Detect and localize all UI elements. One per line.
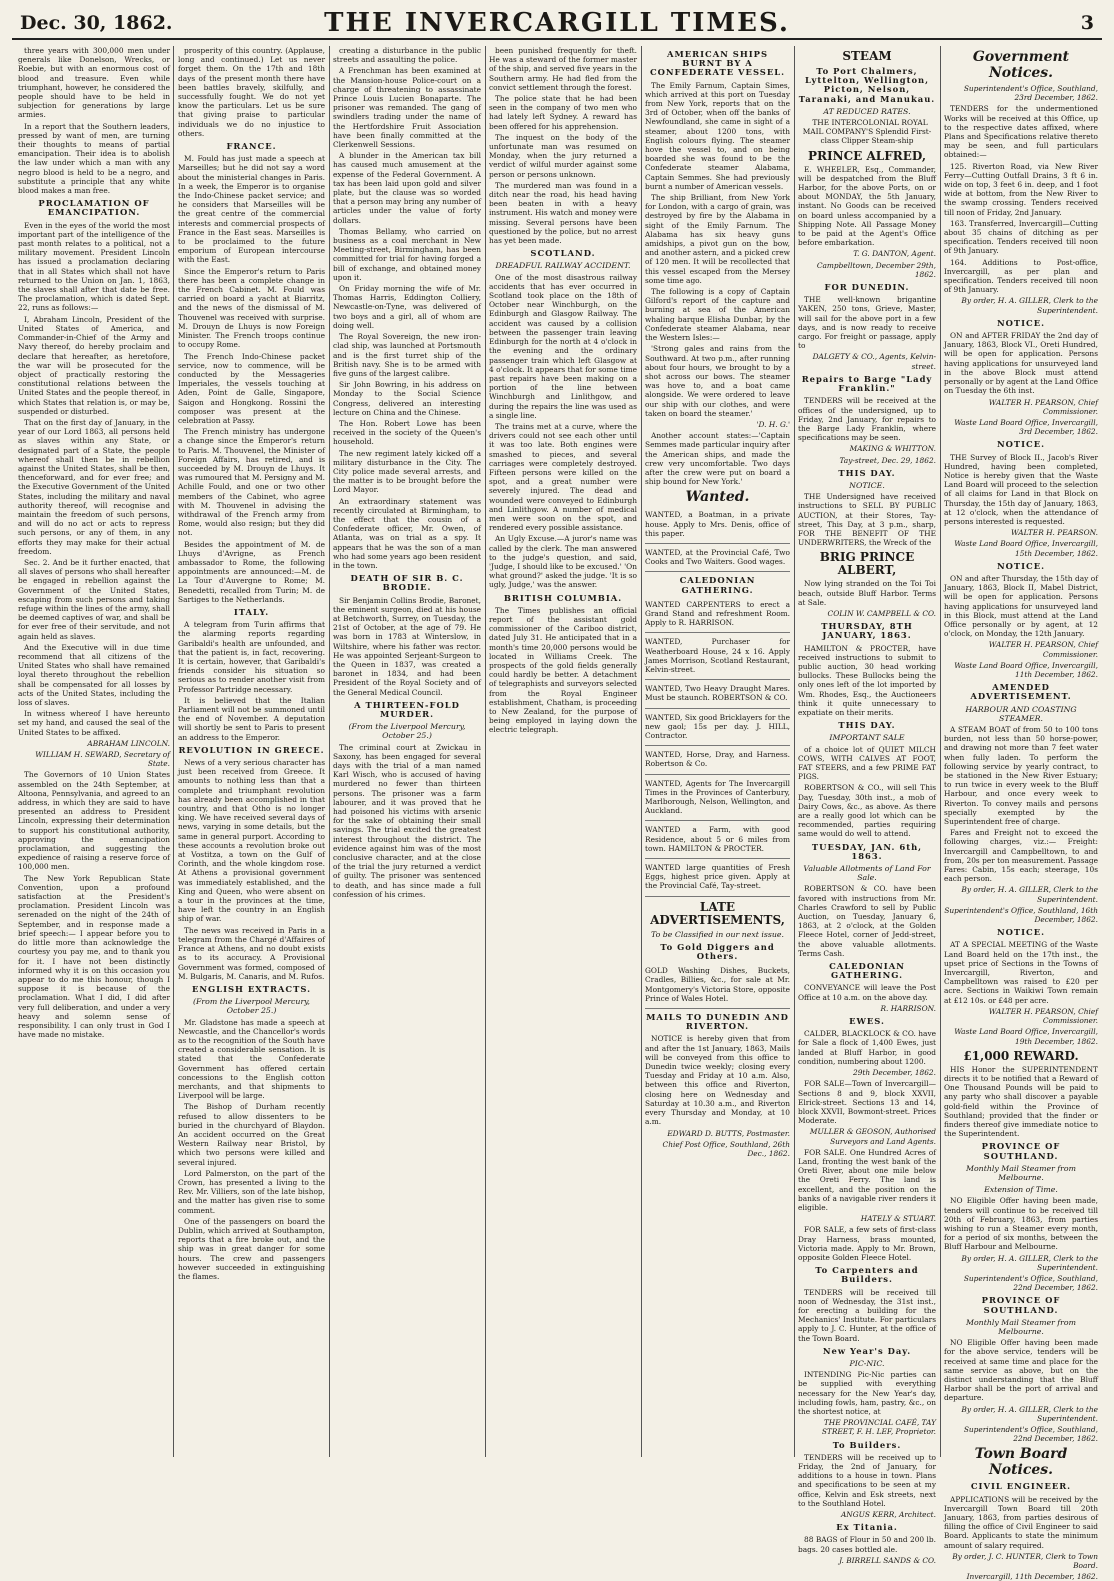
column-rule (641, 46, 642, 1457)
article-paragraph: A telegram from Turin affirms that the alarming reports regarding Garibaldi's health are unfounded, and that the patient is, in fact, recovering. It is certain, however, that Garibaldi's friends consider his situation so serious as to render another visit from Professor Partridge necessary. (178, 620, 325, 694)
section-heading: Repairs to Barge "Lady Franklin." (801, 373, 933, 394)
signature: ANGUS KERR, Architect. (840, 1510, 936, 1520)
notice-text: A STEAM BOAT of from 50 to 100 tons burden, not less than 50 horse-power, and drawing not more than 7 feet water when fully laden. To perform the following service by yearly contract, to be stationed in the New River Estuary; to run twice in every week to the Bluff Harbour, and once every week to Riverton. To convey mails and persons specially exempted by the Superintendent free of charge. (944, 725, 1098, 827)
article-paragraph: The ship Brilliant, from New York for London, with a cargo of grain, was destroyed by fire by the Alabama in sight of the Emily Farnum. The Alabama has six heavy guns amidships, a pivot gun on the bow, and another astern, and a picked crew of 120 men. It will be recollected that this vessel escaped from the Mersey some time ago. (645, 193, 790, 285)
article-paragraph: Besides the appointment of M. de Lhuys d'Avrigne, as French ambassador to Rome, the following appointments are announced:—M. de La Tour d'Auvergne to Rome; M. Benedetti, recalled from Turin; M. de Sartiges to the Netherlands. (178, 539, 325, 604)
ad-text: THE well-known brigantine YAKEN, 250 tons, Grieve, Master, will sail for the above port in a few days, and is now ready to receive cargo. For freight or passage, apply to (798, 295, 936, 351)
classified-ad (645, 546, 790, 572)
section-heading: NOTICE. (996, 560, 1046, 571)
article-paragraph: A blunder in the American tax bill has caused much amusement at the expense of the Federal Government. A tax has been laid upon gold and silver plate, but the clause was so worded that a person may bring any number of articles under the value of forty dollars. (333, 151, 481, 225)
ad-text: ROBERTSON & CO. have been favored with instructions from Mr. Charles Crawford to sell by Public Auction, on Tuesday, January 6, 1863, at 2 o'clock, at the Golden Fleece Hotel, corner of Jedd-street, the above valuable allotments. Terms Cash. (798, 884, 936, 958)
column-1 (18, 46, 170, 1457)
section-heading: New Year's Day. (822, 1345, 912, 1356)
section-subheading: To be Classified in our next issue. (651, 929, 784, 939)
article-paragraph: three years with 300,000 men under generals like Donelson, Wrecks, or Roebie, but with an enormous cost of blood and treasure. Even while triumphant, however, he considered the people should have to be held in subjection for generations by large armies. (18, 46, 170, 120)
signature: Superintendent's Office, Southland, 23rd December, 1862. (963, 84, 1098, 103)
section-subheading: (From the Liverpool Mercury, October 25.) (192, 997, 311, 1016)
notice-text: AT A SPECIAL MEETING of the Waste Land Board held on the 17th inst., the upset price of Sections in the Towns of Invercargill, Riverton, and Campbelltown was raised to £20 per acre. Sections in Waikiwi Town remain at £12 10s. or £48 per acre. (944, 940, 1098, 1005)
section-subheading: DREADFUL RAILWAY ACCIDENT. (495, 261, 631, 271)
article-paragraph: 'Strong gales and rains from the Southward. At two p.m., after running about four hours, we brought to by a shot across our bows. The steamer was hove to, and a boat came alongside. We were ordered to leave our ship with our clothes, and were taken on board the steamer.' (645, 344, 790, 418)
ad-text: E. WHEELER, Esq., Commander, will be despatched from the Bluff Harbor, for the above Ports, on or about MONDAY, the 5th January, instant. No Goods can be received on board unless accompanied by a Shipping Note. All Passage Money to be paid at the Agent's Office before embarkation. (798, 164, 936, 248)
signature: By order, H. A. GILLER, Clerk to the Superintendent. (961, 1253, 1098, 1272)
section-subheading: Valuable Allotments of Land For Sale. (803, 864, 931, 883)
article-paragraph: An Ugly Excuse.—A juror's name was called by the clerk. The man answered to the judge's question, and said, 'Judge, I should like to be excused.' 'On what ground?' asked the judge. 'It is so ugly, Judge,' was the answer. (489, 534, 637, 590)
article-paragraph: The Emily Farnum, Captain Simes, which arrived at this port on Tuesday from New York, reports that on the 3rd of October, when off the banks of Newfoundland, she came in sight of a steamer, about 1200 tons, with English colours flying. The steamer hove the vessel to, and on being boarded she was found to be the Confederate steamer Alabama, Captain Semmes. She had previously burnt a number of American vessels. (645, 80, 790, 191)
ad-text: TENDERS will be received up to Friday, the 2nd of January, for additions to a house in town. Plans and specifications to be seen at my office, Kelvin and Esk streets, next to the Southland Hotel. (798, 1452, 936, 1508)
classified-ad (645, 823, 790, 859)
ad-text: WANTED, Agents for The Invercargill Times in the Provinces of Canterbury, Marlborough, Nelson, Wellington, and Auckland. (645, 778, 790, 816)
section-heading: To Gold Diggers and Others. (660, 941, 775, 962)
ad-text: WANTED, at the Provincial Café, Two Cooks and Two Waiters. Good wages. (645, 547, 790, 567)
classified-ad (645, 748, 790, 774)
section-heading: REVOLUTION IN GREECE. (178, 744, 325, 755)
article-paragraph: The Royal Sovereign, the new iron-clad ship, was launched at Portsmouth and is the first turret ship of the British navy. She is to be armed with five guns of the largest calibre. (333, 332, 481, 378)
article-paragraph: News of a very serious character has just been received from Greece. It amounts to nothing less than that a complete and triumphant revolution has already been accomplished in that country, and that Otho is no longer king. We have received several days of news, varying in some details, but the same in general purport. According to these accounts a revolution broke out at Vostitza, a town on the Gulf of Corinth, and the whole kingdom rose. At Athens a provisional government was immediately established, and the King and Queen, who were absent on a tour in the provinces at the time, have left the country in an English ship of war. (178, 758, 325, 924)
steam-heading: STEAM (842, 49, 892, 63)
newspaper-title: THE INVERCARGILL TIMES. (324, 8, 790, 38)
article-paragraph: The following is a copy of Captain Gilford's report of the capture and burning at sea of the American whaling barque Elisha Dunbar, by the Confederate steamer Alabama, near the Western Isles:— (645, 287, 790, 343)
town-board-heading: Town Board Notices. (974, 1446, 1068, 1479)
article-paragraph: Another account states:—'Captain Semmes made particular inquiry after the American ships, and made the crew very uncomfortable. Two days after the crew were put on board a ship bound for New York.' (645, 431, 790, 487)
classified-ad (645, 508, 790, 544)
ad-text: WANTED, Purchaser for Weatherboard House, 24 x 16. Apply James Morrison, Scotland Restaurant, Kelvin-street. (645, 637, 790, 674)
article-paragraph: The French Indo-Chinese packet service, now to commence, will be conducted by the Messageries Imperiales, the vessels touching at Aden, Point de Galle, Singapore, Saigon and Hongkong. Rossini the composer was present at the celebration at Passy. (178, 351, 325, 425)
article-paragraph: Sir Benjamin Collins Brodie, Baronet, the eminent surgeon, died at his house at Betchworth, Surrey, on Tuesday, the 21st of October, at the age of 79. He was born in 1783 at Winterslow, in Wiltshire, where his father was rector. He was appointed Serjeant-Surgeon to the Queen in 1837, was created a baronet in 1834, and had been President of the Royal Society and of the General Medical Council. (333, 595, 481, 697)
ad-text: WANTED, Two Heavy Draught Mares. Must be staunch. ROBERTSON & CO. (645, 684, 790, 703)
article-paragraph: The Hon. Robert Lowe has been received in the society of the Queen's household. (333, 418, 481, 447)
notice-text: HIS Honor the SUPERINTENDENT directs it to be notified that a Reward of One Thousand Pounds will be paid to any party who shall discover a payable gold-field within the Province of Southland; provided that the finder or finders thereof give immediate notice to the Superintendent. (944, 1064, 1098, 1139)
section-heading: AMENDED ADVERTISEMENT. (970, 682, 1072, 702)
classified-ad (645, 682, 790, 708)
ad-text: FOR SALE—Town of Invercargill—Sections 8 and 9, block XXVII, Elrick-street. Sections 13 and 14, block XXVII, Bowmont-street. Prices Moderate. (798, 1079, 936, 1126)
column-2 (178, 46, 325, 1457)
signature: MULLER & GEOSON, Authorised Surveyors and Land Agents. (809, 1127, 936, 1146)
classified-ad (645, 711, 790, 747)
signature: Chief Post Office, Southland, 26th Dec., 1862. (662, 1139, 790, 1158)
article-paragraph: Even in the eyes of the world the most important part of the intelligence of the past month relates to a political, not a military movement. President Lincoln has issued a proclamation declaring that in all States which shall not have returned to the Union on Jan. 1, 1863, the slaves shall after that date be free. The proclamation, which is dated Sept. 22, runs as follows:— (18, 220, 170, 313)
article-paragraph: The French ministry has undergone a change since the Emperor's return to Paris. M. Thouvenel, the Minister of Foreign Affairs, has retired, and is succeeded by M. Drouyn de Lhuys. It was rumoured that M. Persigny and M. Achille Fould, and one or two other members of the Cabinet, who agree with M. Thouvenel in advising the withdrawal of the French army from Rome, would also resign; but they did not. (178, 427, 325, 538)
signature: Invercargill, 11th December, 1862. (966, 1572, 1098, 1581)
section-heading: SCOTLAND. (530, 248, 596, 259)
section-heading: CIVIL ENGINEER. (970, 1481, 1072, 1492)
column-6 (798, 46, 936, 1565)
section-subheading: Monthly Mail Steamer from Melbourne. (966, 1317, 1076, 1336)
ad-text: HAMILTON & PROCTER, have received instructions to submit to public auction, 30 head working bullocks. These Bullocks being the only ones left of the lot imported by Wm. Rhodes, Esq., the Auctioneers think it quite unnecessary to expatiate on their merits. (798, 643, 936, 717)
ad-text: GOLD Washing Dishes, Buckets, Cradles, Billies, &c., for sale at Mr. Montgomery's Victoria Store, opposite Prince of Wales Hotel. (645, 966, 790, 1003)
notice-text: NO Eligible Offer having been made, tenders will continue to be received till 20th of February, 1863, from parties wishing to run a Steamer every month, for a period of six months, between the Bluff Harbour and Melbourne. (944, 1196, 1098, 1252)
classified-ad (645, 635, 790, 680)
notice-text: 164. Additions to Post-office, Invercargill, as per plan and specification. Tenders received till noon of 9th January. (944, 257, 1098, 295)
signature: Waste Land Board Office, Invercargill, 19th December, 1862. (954, 1027, 1098, 1046)
section-heading: CALEDONIAN GATHERING. (829, 961, 905, 981)
classified-ad (645, 861, 790, 897)
signature: By order, H. A. GILLER, Clerk to the Superintendent. (961, 885, 1098, 904)
signature: Superintendent's Office, Southland, 22nd December, 1862. (963, 1425, 1098, 1444)
column-4 (489, 46, 637, 1457)
notice-text: APPLICATIONS will be received by the Invercargill Town Board till 20th January, 1863, from parties desirous of filling the office of Civil Engineer to said Board. Applicants to state the minimum amount of salary required. (944, 1494, 1098, 1550)
section-heading: THURSDAY, 8TH JANUARY, 1863. (821, 621, 913, 641)
ad-text: WANTED, a Boatman, in a private house. Apply to Mrs. Denis, office of this paper. (645, 510, 790, 538)
article-paragraph: One of the most disastrous railway accidents that has ever occurred in Scotland took place on the 18th of October near Winchburgh, on the Edinburgh and Glasgow Railway. The accident was caused by a collision between the passenger train leaving Edinburgh for the north at 4 o'clock in the evening and the ordinary passenger train which left Glasgow at 4 o'clock. It appears that for some time past repairs have been making on a portion of the line between Winchburgh and Linlithgow, and during the repairs the line was used as a single line. (489, 272, 637, 420)
article-paragraph: The Bishop of Durham recently refused to allow dissenters to be buried in the churchyard of Blaydon. An accident occurred on the Great Western Railway near Bristol, by which two persons were killed and several injured. (178, 1102, 325, 1167)
article-paragraph: An extraordinary statement was recently circulated at Birmingham, to the effect that the cousin of a Confederate officer, Mr. Owen, of Atlanta, was on trial as a spy. It appears that he was the son of a man who had some years ago been resident in the town. (333, 496, 481, 570)
section-heading: THIS DAY. (838, 720, 896, 731)
article-paragraph: Sir John Bowring, in his address on Monday to the Social Science Congress, delivered an interesting lecture on China and the Chinese. (333, 380, 481, 417)
ad-text: TENDERS will be received till noon of Wednesday, the 31st inst., for erecting a building for the Mechanics' Institute. For particulars apply to J. C. Hunter, at the office of the Town Board. (798, 1287, 936, 1343)
signature: J. BIRRELL SANDS & CO. (839, 1555, 936, 1565)
column-rule (485, 46, 486, 1457)
signature: EDWARD D. BUTTS, Postmaster. (667, 1128, 790, 1138)
signature: WALTER H. PEARSON, Chief Commissioner. (988, 397, 1098, 416)
section-heading: NOTICE. (996, 439, 1046, 450)
notice-text: ON and AFTER FRIDAY the 2nd day of January, 1863, Block VI., Oreti Hundred, will be open for application. Persons having applications for unsurveyed land in the above Block must attend personally or by agent at the Land Office on Tuesday the 6th inst. (944, 331, 1098, 396)
article-paragraph: creating a disturbance in the public streets and assaulting the police. (333, 46, 481, 65)
signature: Superintendent's Office, Southland, 22nd December, 1862. (963, 1273, 1098, 1293)
signature: By order, J. C. HUNTER, Clerk to Town Board. (952, 1551, 1098, 1571)
article-paragraph: NOTICE is hereby given that from and after the 1st January, 1863, Mails will be conveyed from this office to Dunedin twice weekly; closing every Tuesday and Friday at 10 a.m. Also, between this office and Riverton, closing here on Wednesday and Saturday at 10.30 a.m., and Riverton every Thursday and Monday, at 10 a.m. (645, 1034, 790, 1127)
signature: R. HARRISON. (880, 1003, 936, 1013)
notice-text: ON and after Thursday, the 15th day of January, 1863, Block II, Mabel District, will be open for application. Persons having applications for unsurveyed land in this Block, must attend at the Land Office personally or by agent, at 12 o'clock, on Monday, the 12th January. (944, 573, 1098, 639)
section-heading: To Builders. (832, 1439, 902, 1450)
section-heading: BRITISH COLUMBIA. (503, 592, 623, 603)
ship-name: BRIG PRINCE ALBERT, (819, 550, 915, 578)
article-paragraph: Thomas Bellamy, who carried on business as a coal merchant in New Meeting-street, Birmingham, has been committed for trial for having forged a bill of exchange, and obtained money upon it. (333, 226, 481, 282)
article-paragraph: The trains met at a curve, where the drivers could not see each other until it was too late. Both engines were smashed to pieces, and several carriages were completely destroyed. Fifteen persons were killed on the spot, and a great number were severely injured. The dead and wounded were conveyed to Edinburgh and Linlithgow. A number of medical men were soon on the spot, and rendered every possible assistance. (489, 421, 637, 533)
ad-text: THE Undersigned have received instructions to SELL BY PUBLIC AUCTION, at their Stores, Tay-street, This Day, at 3 p.m., sharp, FOR THE BENEFIT OF THE UNDERWRITERS, the Wreck of the (798, 492, 936, 548)
signature: ABRAHAM LINCOLN. (87, 738, 170, 748)
section-heading: PROCLAMATION OF EMANCIPATION. (38, 198, 150, 218)
article-paragraph: The murdered man was found in a ditch near the road, his head having been beaten in with a heavy instrument. His watch and money were missing. Several persons have been questioned by the police, but no arrest has yet been made. (489, 180, 637, 246)
signature: Campbelltown, December 29th, 1862. (816, 260, 936, 279)
section-heading: CALEDONIAN GATHERING. (679, 575, 756, 595)
ad-text: FOR SALE. One Hundred Acres of Land, fronting the west bank of the Oreti River, about one mile below the Oreti Ferry. The land is excellent, and the position on the banks of a navigable river renders it eligible. (798, 1147, 936, 1212)
ad-text: WANTED, Horse, Dray, and Harness. Robertson & Co. (645, 750, 790, 769)
section-heading: FRANCE. (226, 141, 277, 152)
section-heading: AMERICAN SHIPS BURNT BY A CONFEDERATE VESSEL. (649, 49, 786, 78)
signature: Waste Land Board Office, Invercargill, 3rd December, 1862. (954, 417, 1098, 437)
article-paragraph: The New York Republican State Convention, upon a profound satisfaction at the President's proclamation. President Lincoln was serenaded on the night of the 24th of September, and in response made a brief speech:— I appear before you to do little more than acknowledge the courtesy you pay me, and to thank you for it. I have not been distinctly informed why it is on this occasion you appear to do me this honour, though I suppose it is because of the proclamation. What I did, I did after very full deliberation, and under a very heavy and solemn sense of responsibility. I can only trust in God I have made no mistake. (18, 873, 170, 1040)
ad-text: WANTED large quantities of Fresh Eggs, highest price given. Apply at the Provincial Café, Tay-street. (645, 863, 790, 891)
section-heading: FOR DUNEDIN. (824, 282, 910, 293)
signature: HATELY & STUART. (860, 1214, 936, 1224)
article-paragraph: The police state that he had been seen in the company of two men who had lately left Sydney. A reward has been offered for his apprehension. (489, 94, 637, 131)
column-3 (333, 46, 481, 1457)
signature: 'D. H. G.' (756, 419, 790, 429)
column-7 (944, 46, 1098, 1581)
signature: WALTER H. PEARSON, Chief Commissioner. (988, 1006, 1098, 1026)
section-heading: To Port Chalmers, Lyttelton, Wellington, Picton, Nelson, Taranaki, and Manukau. (798, 66, 936, 104)
article-paragraph: The new regiment lately kicked off a military disturbance in the City. The City police made several arrests, and the matter is to be brought before the Lord Mayor. (333, 448, 481, 495)
ad-text: WANTED CARPENTERS to erect a Grand Stand and refreshment Room. Apply to R. HARRISON. (645, 599, 790, 628)
section-heading: A THIRTEEN-FOLD MURDER. (354, 699, 460, 720)
signature: WALTER H. PEARSON, Chief Commissioner. (988, 640, 1098, 659)
ad-text: Now lying stranded on the Toi Toi beach, outside Bluff Harbor. Terms at Sale. (798, 579, 936, 607)
column-5 (645, 46, 790, 1457)
signature: Superintendent's Office, Southland, 16th December, 1862. (944, 905, 1098, 925)
section-heading: TUESDAY, JAN. 6th, 1863. (811, 841, 923, 861)
notice-text: THE Survey of Block II., Jacob's River Hundred, having been completed, Notice is hereby given that the Waste Land Board will proceed to the selection of all claims for Land in that Block on Thursday, the 15th day of January, 1863, at 12 o'clock, when the attendance of persons interested is requested. (944, 452, 1098, 526)
section-subheading: PIC-NIC. (849, 1358, 885, 1368)
ad-text: WANTED, Six good Bricklayers for the new gaol; 15s per day. J. HILL, Contractor. (645, 712, 790, 740)
article-paragraph: prosperity of this country. (Applause, long and continued.) Let us never forget them. On the 17th and 18th days of the present month there have been battles bravely, skilfully, and successfully fought. We do not yet know the particulars. Let us be sure that giving praise to particular individuals we do no injustice to others. (178, 46, 325, 138)
signature: Waste Land Board Office, Invercargill, 11th December, 1862. (954, 660, 1098, 679)
article-paragraph: The inquest on the body of the unfortunate man was resumed on Monday, when the jury returned a verdict of wilful murder against some person or persons unknown. (489, 132, 637, 179)
section-subheading: NOTICE. (849, 480, 885, 490)
ad-text: 88 BAGS of Flour in 50 and 200 lb. bags. 20 cases bottled ale. (798, 1535, 936, 1554)
signature: DALGETY & CO., Agents, Kelvin-street. (812, 352, 936, 371)
signature: COLIN W. CAMPBELL & CO. (827, 608, 936, 618)
section-heading: Ex Titania. (836, 1522, 898, 1533)
article-paragraph: been punished frequently for theft. He was a steward of the former master of the ship, and served five years in the Southern army. He had fled from the convict settlement through the forest. (489, 46, 637, 92)
notice-text: TENDERS for the undermentioned Works will be received at this Office, up to the respective dates affixed, where Plans and Specifications relative thereto may be seen, and full particulars obtained:— (944, 104, 1098, 160)
ad-text: of a choice lot of QUIET MILCH COWS, WITH CALVES AT FOOT, FAT STEERS, and a few PRIME FAT PIGS. (798, 744, 936, 782)
article-paragraph: In witness whereof I have hereunto set my hand, and caused the seal of the United States to be affixed. (18, 709, 170, 737)
signature: THE PROVINCIAL CAFÉ, TAY STREET, F. H. LEF, Proprietor. (821, 1418, 936, 1437)
section-heading: PROVINCE OF SOUTHLAND. (981, 1141, 1061, 1161)
signature: 29th December, 1862. (853, 1068, 936, 1078)
signature: WILLIAM H. SEWARD, Secretary of State. (35, 750, 170, 769)
section-subheading: Extension of Time. (984, 1185, 1058, 1195)
article-paragraph: One of the passengers on board the Dublin, which arrived at Southampton, reports that a fire broke out, and the ship was in great danger for some hours. The crew and passengers however succeeded in extinguishing the flames. (178, 1216, 325, 1281)
section-heading: To Carpenters and Builders. (815, 1265, 919, 1285)
article-paragraph: Sec. 2. And be it further enacted, that all slaves of persons who shall hereafter be engaged in rebellion against the Government of the United States, escaping from such persons and taking refuge within the lines of the army, shall be deemed captives of war, and shall be for ever free of their servitude, and not again held as slaves. (18, 557, 170, 641)
classified-ad (645, 964, 790, 1009)
section-heading: NOTICE. (996, 927, 1046, 938)
section-heading: EWES. (849, 1016, 885, 1027)
ad-text: INTENDING Pic-Nic parties can be supplied with everything necessary for the New Year's day, including fowls, ham, pastry, &c., on the shortest notice, at (798, 1370, 936, 1416)
notice-text: Fares and Freight not to exceed the following charges, viz.:— Freight: Invercargill and Campbelltown, to and from, 20s per ton measurement. Passage Fares: Cabin, 15s each; steerage, 10s each person. (944, 828, 1098, 884)
ad-text: ROBERTSON & CO., will sell This Day, Tuesday, 30th inst., a mob of Dairy Cows, &c., as above. As there are a really good lot which can be recommended, parties requiring same would do well to attend. (798, 783, 936, 839)
article-paragraph: That on the first day of January, in the year of our Lord 1863, all persons held as slaves within any State, or designated part of a State, the people whereof shall then be in rebellion against the United States, shall be then, thenceforward, and for ever free; and the Executive Government of the United States, including the military and naval authority thereof, will recognise and maintain the freedom of such persons, and will do no act or acts to repress such persons, or any of them, in any efforts they may make for their actual freedom. (18, 417, 170, 556)
article-paragraph: It is believed that the Italian Parliament will not be summoned until the end of November. A deputation will shortly be sent to Paris to present an address to the Emperor. (178, 695, 325, 742)
section-heading: PROVINCE OF SOUTHLAND. (981, 1295, 1061, 1315)
page-number: 3 (1080, 12, 1094, 34)
ad-text: FOR SALE, a few sets of first-class Dray Harness, brass mounted, Victoria made. Apply to Mr. Brown, opposite Golden Fleece Hotel. (798, 1225, 936, 1262)
ad-text: CONVEYANCE will leave the Post Office at 10 a.m. on the above day. (798, 983, 936, 1002)
section-subheading: (From the Liverpool Mercury, October 25.) (348, 722, 466, 741)
article-paragraph: On Friday morning the wife of Mr. Thomas Harris, Eddington Colliery, Newcastle-on-Tyne, was delivered of two boys and a girl, all of whom are doing well. (333, 284, 481, 330)
signature: MAKING & WHITTON. (849, 444, 936, 454)
ship-description: THE INTERCOLONIAL ROYAL MAIL COMPANY'S Splendid First-class Clipper Steam-ship (802, 118, 932, 146)
article-paragraph: M. Fould has just made a speech at Marseilles; but he did not say a word about the ministerial changes in Paris. In a week, the Emperor is to organise the Indo-Chinese packet service; and he considers that Marseilles will be the great centre of the commercial interests and commercial prospects of France in the East seas. Marseilles is to be proclaimed to the future emporium of European intercourse with the East. (178, 154, 325, 265)
article-paragraph: I, Abraham Lincoln, President of the United States of America, and Commander-in-Chief of the Army and Navy thereof, do hereby proclaim and declare that hereafter, as heretofore, the war will be prosecuted for the object of practically restoring the constitutional relations between the United States and the people thereof, in which States that relation is, or may be, suspended or disturbed. (18, 314, 170, 416)
ad-text: TENDERS will be received at the offices of the undersigned, up to Friday, 2nd January, for repairs to the Barge Lady Franklin, where specifications may be seen. (798, 396, 936, 443)
section-heading: NOTICE. (996, 317, 1046, 328)
column-rule (794, 46, 795, 1457)
notice-text: 125. Riverton Road, via New River Ferry—Cutting Outfall Drains, 3 ft 6 in. wide on top, 3 feet 6 in. deep, and 1 foot wide at bottom, from the New River to the swamp crossing. Tenders received till noon of Friday, 2nd January. (944, 161, 1098, 217)
section-subheading: HARBOUR AND COASTING STEAMER. (965, 704, 1077, 723)
article-paragraph: Since the Emperor's return to Paris there has been a complete change in the French Cabinet. M. Fould was carried on board a yacht at Biarritz, and the news of the dismissal of M. Thouvenel was received with surprise. M. Drouyn de Lhuys is now Foreign Minister. The French troops continue to occupy Rome. (178, 266, 325, 350)
classified-ad (645, 777, 790, 822)
section-heading: MAILS TO DUNEDIN AND RIVERTON. (646, 1012, 789, 1032)
signature: By order, H. A. GILLER, Clerk to the Superintendent. (961, 296, 1098, 315)
article-paragraph: Mr. Gladstone has made a speech at Newcastle, and the Chancellor's words as to the recognition of the South have created a considerable sensation. It is stated that the Confederate Government has offered certain concessions to the English cotton merchants, and that shipments to Liverpool will be large. (178, 1017, 325, 1101)
signature: Tay-street, Dec. 29, 1862. (839, 455, 936, 465)
late-ads-heading: LATE ADVERTISEMENTS, (650, 899, 785, 927)
column-rule (173, 46, 174, 1457)
article-paragraph: And the Executive will in due time recommend that all citizens of the United States who shall have remained loyal thereto throughout the rebellion shall be compensated for all losses by acts of the United States, including the loss of slaves. (18, 642, 170, 708)
classified-ad (645, 598, 790, 634)
section-subheading: Monthly Mail Steamer from Melbourne. (966, 1163, 1076, 1182)
section-heading: THIS DAY. (838, 467, 896, 478)
article-paragraph: The criminal court at Zwickau in Saxony, has been engaged for several days with the trial of a man named Karl Wisch, who is accused of having murdered no fewer than thirteen persons. The prisoner was a farm labourer, and it was proved that he had poisoned his victims with arsenic for the sake of obtaining their small savings. The trial excited the greatest interest throughout the district. The evidence against him was of the most conclusive character, and at the close of the trial the jury returned a verdict of guilty. The prisoner was sentenced to death, and has since made a full confession of his crimes. (333, 742, 481, 899)
article-paragraph: In a report that the Southern leaders, pressed by want of men, are turning their thoughts to means of partial emancipation. Their idea is to abolish the law under which a man with any negro blood is held to be a negro, and substitute a principle that any white blood makes a man free. (18, 121, 170, 196)
section-subheading: IMPORTANT SALE (829, 733, 905, 743)
article-paragraph: The news was received in Paris in a telegram from the Chargé d'Affaires of France at Athens, and no doubt exists as to its accuracy. A Provisional Government was formed, composed of M. Bulgaris, M. Canaris, and M. Rufos. (178, 925, 325, 981)
ship-name: PRINCE ALFRED, (808, 148, 926, 163)
section-heading: ENGLISH EXTRACTS. (191, 983, 311, 994)
government-notices-heading: Government Notices. (972, 49, 1070, 81)
masthead (12, 8, 1102, 40)
ad-text: CALDER, BLACKLOCK & CO. have for Sale a flock of 1,400 Ewes, just landed at Bluff Harbor, in good condition, numbering about 1200. (798, 1029, 936, 1066)
article-paragraph: Lord Palmerston, on the part of the Crown, has presented a living to the Rev. Mr. Villiers, son of the late bishop, and the matter has given rise to some comment. (178, 1168, 325, 1215)
section-heading: ITALY. (233, 606, 270, 617)
signature: Waste Land Board Office, Invercargill, 15th December, 1862. (954, 539, 1098, 558)
article-paragraph: A Frenchman has been examined at the Mansion-house Police-court on a charge of threatening to assassinate Prince Louis Lucien Bonaparte. The prisoner was remanded. The gang of swindlers trading under the name of the Hertfordshire Fruit Association have been finally committed at the Clerkenwell Sessions. (333, 66, 481, 150)
section-subheading: AT REDUCED RATES. (823, 106, 911, 116)
column-rule (940, 46, 941, 1457)
column-rule (329, 46, 330, 1457)
issue-date: Dec. 30, 1862. (20, 12, 173, 34)
signature: T. G. DANTON, Agent. (853, 249, 936, 259)
section-heading: DEATH OF SIR B. C. BRODIE. (350, 573, 464, 593)
ad-text: WANTED a Farm, with good Residence, about 5 or 6 miles from town. HAMILTON & PROCTER. (645, 825, 790, 853)
wanted-heading: Wanted. (685, 489, 750, 506)
reward-heading: £1,000 REWARD. (963, 1048, 1079, 1063)
article-paragraph: The Governors of 10 Union States assembled on the 24th September, at Altoona, Pennsylvania, and agreed to an address, in which they are said to have presented an address to President Lincoln, expressing their determination to support his constitutional authority, approving the emancipation proclamation, and suggesting the expedience of raising a reserve force of 100,000 men. (18, 770, 170, 872)
notice-text: NO Eligible Offer having been made for the above service, tenders will be received at same time and place for the same service as above, but on the distinct understanding that the Bluff Harbor shall be the port of arrival and departure. (944, 1338, 1098, 1403)
article-paragraph: The Times publishes an official report of the assistant gold commissioner of the Cariboo district, dated July 31. He anticipated that in a month's time 20,000 persons would be located in Williams Creek. The prospects of the gold fields generally could hardly be better. A detachment of telegraphists and surveyors selected from the Royal Engineer establishment, Chatham, is proceeding to New Zealand, for the purpose of being employed in laying down the electric telegraph. (489, 605, 637, 735)
signature: By order, H. A. GILLER, Clerk to the Superintendent. (961, 1404, 1098, 1423)
signature: WALTER H. PEARSON. (1011, 528, 1098, 538)
notice-text: 163. Transferred, Invercargill—Cutting about 35 chains of ditching as per specification. Tenders received till noon of 9th January. (944, 218, 1098, 256)
